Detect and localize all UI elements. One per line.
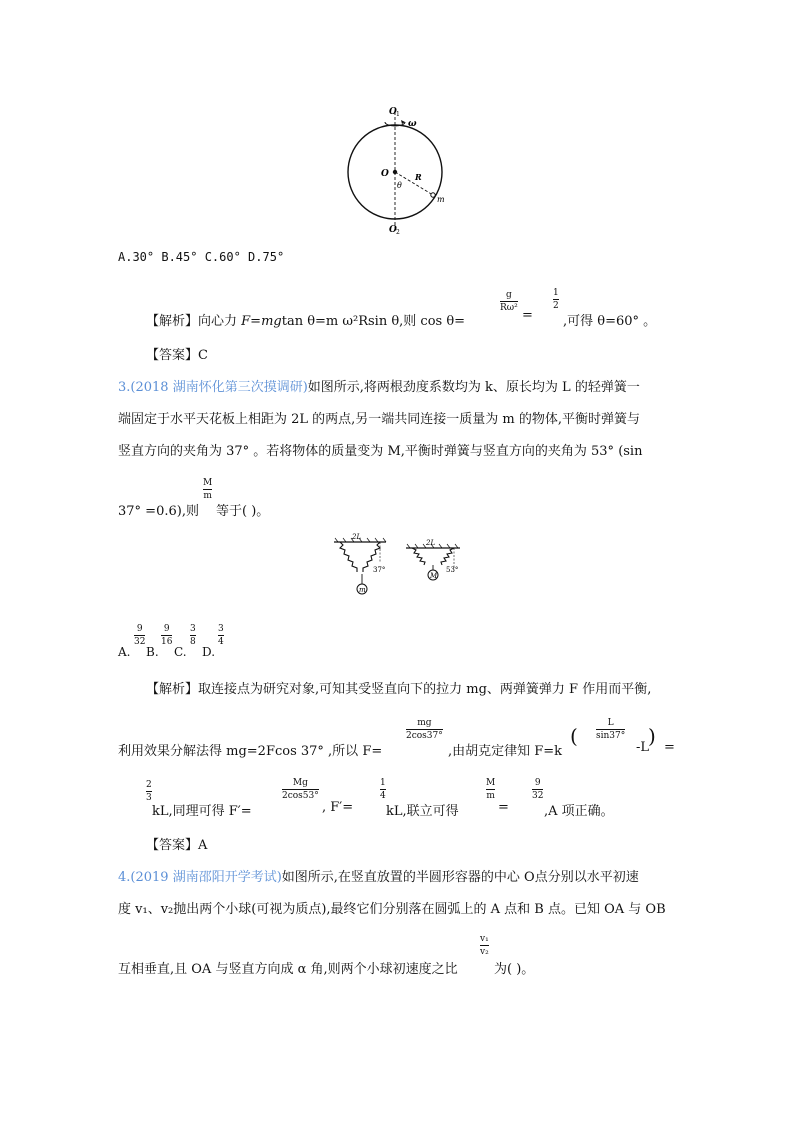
q4-line3b: 为( )。: [494, 962, 535, 977]
q3-line4b: 等于( )。: [216, 504, 270, 519]
q3-answer: 【答案】A: [146, 838, 208, 853]
opt-c-frac: 3 8: [190, 624, 196, 647]
q4-source: (2019 湖南邵阳开学考试): [130, 870, 282, 885]
q2-options: A.30° B.45° C.60° D.75°: [118, 250, 285, 264]
v-ratio-frac: v₁ v₂: [480, 934, 489, 957]
label-o2-sub: 2: [396, 229, 400, 235]
circle-figure: [345, 100, 455, 235]
q2-analysis-end: ,可得 θ=60° 。: [563, 314, 657, 329]
right-mass-label: M: [430, 572, 438, 580]
q4-line3a: 互相垂直,且 OA 与竖直方向成 α 角,则两个小球初速度之比: [118, 962, 458, 977]
q2-analysis: 【解析】向心力 F=mgtan θ=m ω²Rsin θ,则 cos θ=: [146, 314, 466, 329]
q3-options: A.: [118, 645, 131, 659]
springs-figure: [330, 532, 465, 600]
f6-frac: M m: [486, 778, 496, 801]
opt-b-frac: 9 16: [161, 624, 173, 647]
analysis-heading: 【解析】: [146, 314, 199, 329]
q4-line2: 度 v₁、v₂抛出两个小球(可视为质点),最终它们分别落在圆弧上的 A 点和 B 点。已知 OA 与 OB: [118, 902, 666, 917]
left-mass-label: m: [359, 586, 366, 594]
label-o1: O: [389, 107, 397, 117]
left-top-label: 2L: [352, 533, 362, 541]
f2-frac: L sin37°: [596, 718, 626, 741]
f1-frac: mg 2cos37°: [406, 718, 443, 741]
f4-frac: Mg 2cos53°: [282, 778, 319, 801]
q3-analysis2b: ,由胡克定律知 F=k: [448, 744, 563, 759]
label-m: m: [437, 195, 445, 204]
q3-ratio: M m: [203, 478, 213, 501]
label-omega: ω: [408, 119, 417, 129]
left-angle-label: 37°: [373, 566, 386, 574]
f5-frac: 1 4: [380, 778, 386, 801]
q3-line1: 3.(2018 湖南怀化第三次摸调研)如图所示,将两根劲度系数均为 k、原长均为 L 的轻弹簧一: [118, 380, 640, 395]
label-o2: O: [389, 225, 397, 235]
q3-line4a: 37° =0.6),则: [118, 504, 199, 519]
opt-d-frac: 3 4: [218, 624, 224, 647]
q3-analysis1: 【解析】取连接点为研究对象,可知其受竖直向下的拉力 mg、两弹簧弹力 F 作用而平衡,: [146, 682, 652, 697]
q2-frac-half: 1 2: [553, 288, 559, 311]
q3-analysis2a: 利用效果分解法得 mg=2Fcos 37° ,所以 F=: [118, 744, 383, 759]
q3-source: (2018 湖南怀化第三次摸调研): [130, 380, 308, 395]
f7-frac: 9 32: [532, 778, 544, 801]
q3-analysis3a: kL,同理可得 F′=: [152, 804, 252, 819]
q4-line1: 4.(2019 湖南邵阳开学考试)如图所示,在竖直放置的半圆形容器的中心 O点分别以水平初速: [118, 870, 639, 885]
q4-number: 4.: [118, 870, 131, 885]
q2-eq: =: [522, 308, 533, 323]
q3-number: 3.: [118, 380, 131, 395]
paren-open: (: [570, 724, 578, 748]
label-r: R: [415, 172, 422, 182]
q3-line3: 竖直方向的夹角为 37° 。若将物体的质量变为 M,平衡时弹簧与竖直方向的夹角为 53° (sin: [118, 444, 643, 459]
right-top-label: 2L: [426, 539, 436, 547]
q3-line2: 端固定于水平天花板上相距为 2L 的两点,另一端共同连接一质量为 m 的物体,平衡时弹簧与: [118, 412, 641, 427]
label-theta: θ: [397, 181, 402, 190]
opt-a-frac: 9 32: [134, 624, 146, 647]
label-o: O: [381, 169, 389, 179]
right-angle-label: 53°: [446, 566, 459, 574]
q2-frac-g: g Rω²: [500, 290, 518, 313]
paren-close: ): [648, 724, 656, 748]
label-o1-sub: 1: [396, 111, 400, 118]
q2-answer: 【答案】C: [146, 348, 208, 363]
f3-frac: 2 3: [146, 780, 152, 803]
